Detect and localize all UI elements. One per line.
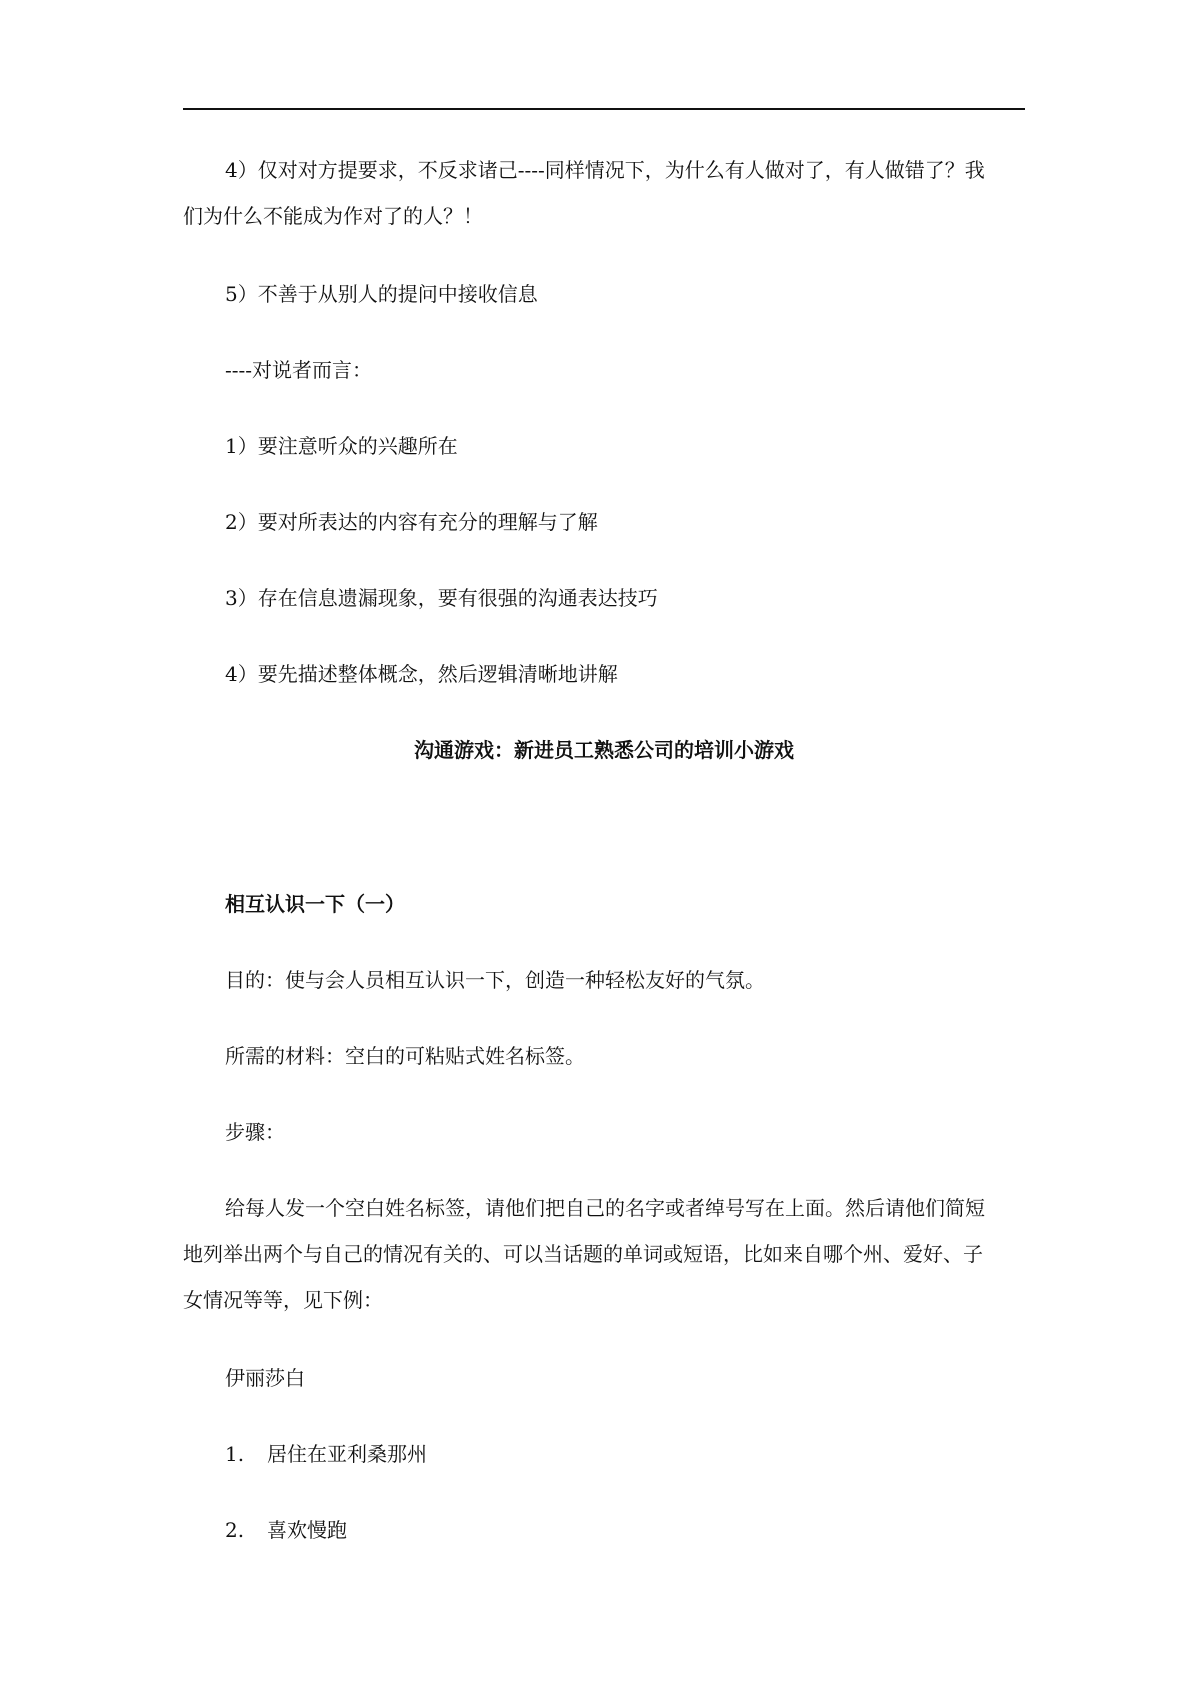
speaker-item-2: 2）要对所表达的内容有充分的理解与了解 [225, 510, 598, 534]
example-name: 伊丽莎白 [225, 1366, 305, 1390]
game-subtitle: 相互认识一下（一） [225, 892, 405, 916]
game-materials: 所需的材料：空白的可粘贴式姓名标签。 [225, 1044, 585, 1068]
speaker-item-4: 4）要先描述整体概念，然后逻辑清晰地讲解 [225, 662, 618, 686]
list-item-4-line-1: 4）仅对对方提要求，不反求诸己----同样情况下，为什么有人做对了，有人做错了？我 [225, 158, 985, 182]
example-item-1-text: 居住在亚利桑那州 [267, 1442, 427, 1466]
game-title: 沟通游戏：新进员工熟悉公司的培训小游戏 [414, 738, 794, 762]
game-purpose: 目的：使与会人员相互认识一下，创造一种轻松友好的气氛。 [225, 968, 765, 992]
game-steps-line-3: 女情况等等，见下例： [183, 1288, 383, 1312]
game-steps-label: 步骤： [225, 1120, 285, 1144]
game-steps-line-2: 地列举出两个与自己的情况有关的、可以当话题的单词或短语，比如来自哪个州、爱好、子 [183, 1242, 983, 1266]
speaker-item-1: 1）要注意听众的兴趣所在 [225, 434, 458, 458]
example-item-2-number: 2. [225, 1518, 245, 1542]
game-steps-line-1: 给每人发一个空白姓名标签，请他们把自己的名字或者绰号写在上面。然后请他们简短 [225, 1196, 985, 1220]
example-item-2 [225, 1518, 347, 1542]
list-item-4-line-2: 们为什么不能成为作对了的人？！ [183, 204, 483, 228]
example-item-2-text: 喜欢慢跑 [267, 1518, 347, 1542]
header-rule [183, 108, 1025, 110]
example-item-1-number: 1. [225, 1442, 245, 1466]
speaker-heading: ----对说者而言： [225, 358, 373, 382]
example-item-1 [225, 1442, 427, 1466]
speaker-item-3: 3）存在信息遗漏现象，要有很强的沟通表达技巧 [225, 586, 658, 610]
list-item-5: 5）不善于从别人的提问中接收信息 [225, 282, 538, 306]
